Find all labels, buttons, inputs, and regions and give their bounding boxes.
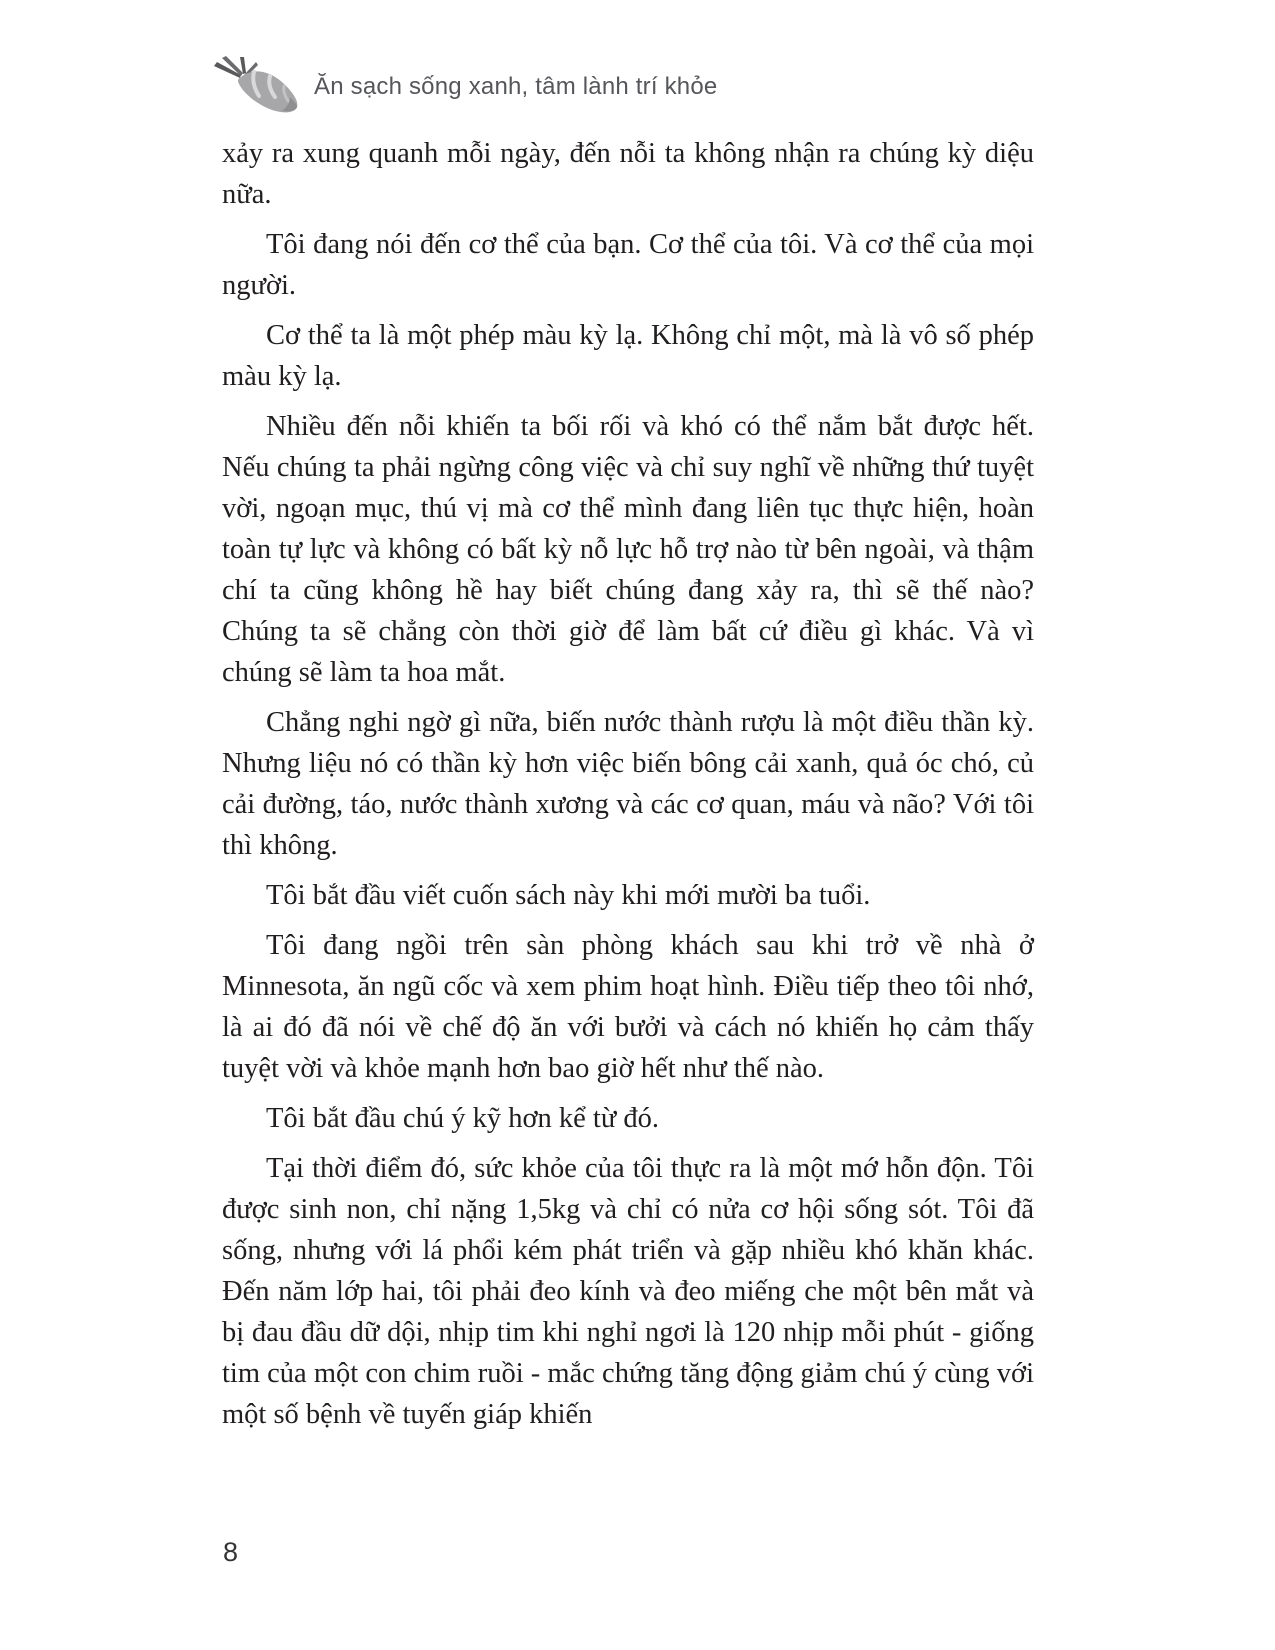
carrot-icon xyxy=(210,56,302,120)
page-number: 8 xyxy=(223,1537,239,1567)
paragraph: Tôi đang nói đến cơ thể của bạn. Cơ thể của tôi. Và cơ thể của mọi người. xyxy=(222,229,1034,301)
page-header-title: Ăn sạch sống xanh, tâm lành trí khỏe xyxy=(314,73,718,100)
paragraph: Tôi đang ngồi trên sàn phòng khách sau khi trở về nhà ở Minnesota, ăn ngũ cốc và xem phim hoạt hình. Điều tiếp theo tôi nhớ, là ai đó đã nói về chế độ ăn với bưởi và cách nó khiến họ cảm thấy tuyệt vời và khỏe mạnh hơn bao giờ hết như thế nào. xyxy=(222,930,1034,1084)
paragraph: xảy ra xung quanh mỗi ngày, đến nỗi ta không nhận ra chúng kỳ diệu nữa. xyxy=(222,138,1034,210)
paragraph: Tôi bắt đầu viết cuốn sách này khi mới mười ba tuổi. xyxy=(266,880,871,911)
paragraph: Cơ thể ta là một phép màu kỳ lạ. Không chỉ một, mà là vô số phép màu kỳ lạ. xyxy=(222,320,1034,392)
paragraph: Tại thời điểm đó, sức khỏe của tôi thực ra là một mớ hỗn độn. Tôi được sinh non, chỉ nặng 1,5kg và chỉ có nửa cơ hội sống sót. Tôi đã sống, nhưng với lá phổi kém phát triển và gặp nhiều khó khăn khác. Đến năm lớp hai, tôi phải đeo kính và đeo miếng che một bên mắt và bị đau đầu dữ dội, nhịp tim khi nghỉ ngơi là 120 nhịp mỗi phút - giống tim của một con chim ruồi - mắc chứng tăng động giảm chú ý cùng với một số bệnh về tuyến giáp khiến xyxy=(222,1153,1034,1430)
paragraph: Nhiều đến nỗi khiến ta bối rối và khó có thể nắm bắt được hết. Nếu chúng ta phải ngừng công việc và chỉ suy nghĩ về những thứ tuyệt vời, ngoạn mục, thú vị mà cơ thể mình đang liên tục thực hiện, hoàn toàn tự lực và không có bất kỳ nỗ lực hỗ trợ nào từ bên ngoài, và thậm chí ta cũng không hề hay biết chúng đang xảy ra, thì sẽ thế nào? Chúng ta sẽ chẳng còn thời giờ để làm bất cứ điều gì khác. Và vì chúng sẽ làm ta hoa mắt. xyxy=(222,411,1034,688)
page-header xyxy=(210,56,717,120)
paragraph: Chẳng nghi ngờ gì nữa, biến nước thành rượu là một điều thần kỳ. Nhưng liệu nó có thần kỳ hơn việc biến bông cải xanh, quả óc chó, củ cải đường, táo, nước thành xương và các cơ quan, máu và não? Với tôi thì không. xyxy=(222,707,1034,861)
body-text xyxy=(222,133,1034,1444)
paragraph: Tôi bắt đầu chú ý kỹ hơn kể từ đó. xyxy=(266,1103,660,1134)
